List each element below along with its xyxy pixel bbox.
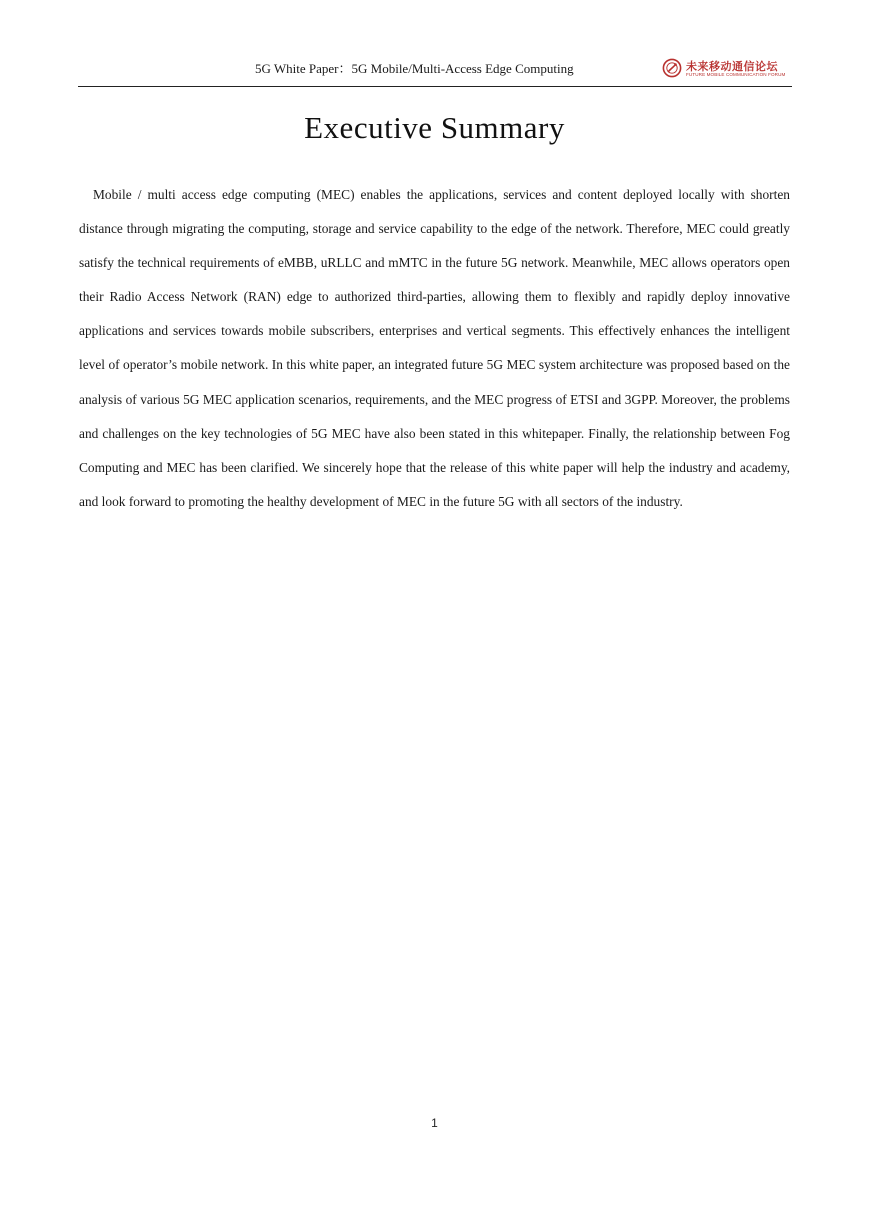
forum-logo <box>662 57 786 81</box>
page-header <box>78 52 792 87</box>
forum-logo-chinese-name: 未来移动通信论坛 <box>686 60 778 73</box>
forum-logo-english-name: FUTURE MOBILE COMMUNICATION FORUM <box>686 72 786 77</box>
page-number: 1 <box>431 1116 438 1130</box>
page-title: Executive Summary <box>304 110 565 145</box>
forum-logo-icon <box>662 58 682 78</box>
summary-paragraph: Mobile / multi access edge computing (MEC) enables the applications, services and content deployed locally with shorten distance through migrating the computing, storage and service capability to the edge of the network. Therefore, MEC could greatly satisfy the technical requirements of eMBB, uRLLC and mMTC in the future 5G network. Meanwhile, MEC allows operators open their Radio Access Network (RAN) edge to authorized third-parties, allowing them to flexibly and rapidly deploy innovative applications and services towards mobile subscribers, enterprises and vertical segments. This effectively enhances the intelligent level of operator’s mobile network. In this white paper, an integrated future 5G MEC system architecture was proposed based on the analysis of various 5G MEC application scenarios, requirements, and the MEC progress of ETSI and 3GPP. Moreover, the problems and challenges on the key technologies of 5G MEC have also been stated in this whitepaper. Finally, the relationship between Fog Computing and MEC has been clarified. We sincerely hope that the release of this white paper will help the industry and academy, and look forward to promoting the healthy development of MEC in the future 5G with all sectors of the industry. <box>79 187 790 509</box>
header-title: 5G White Paper：5G Mobile/Multi-Access Edge Computing <box>255 61 574 76</box>
